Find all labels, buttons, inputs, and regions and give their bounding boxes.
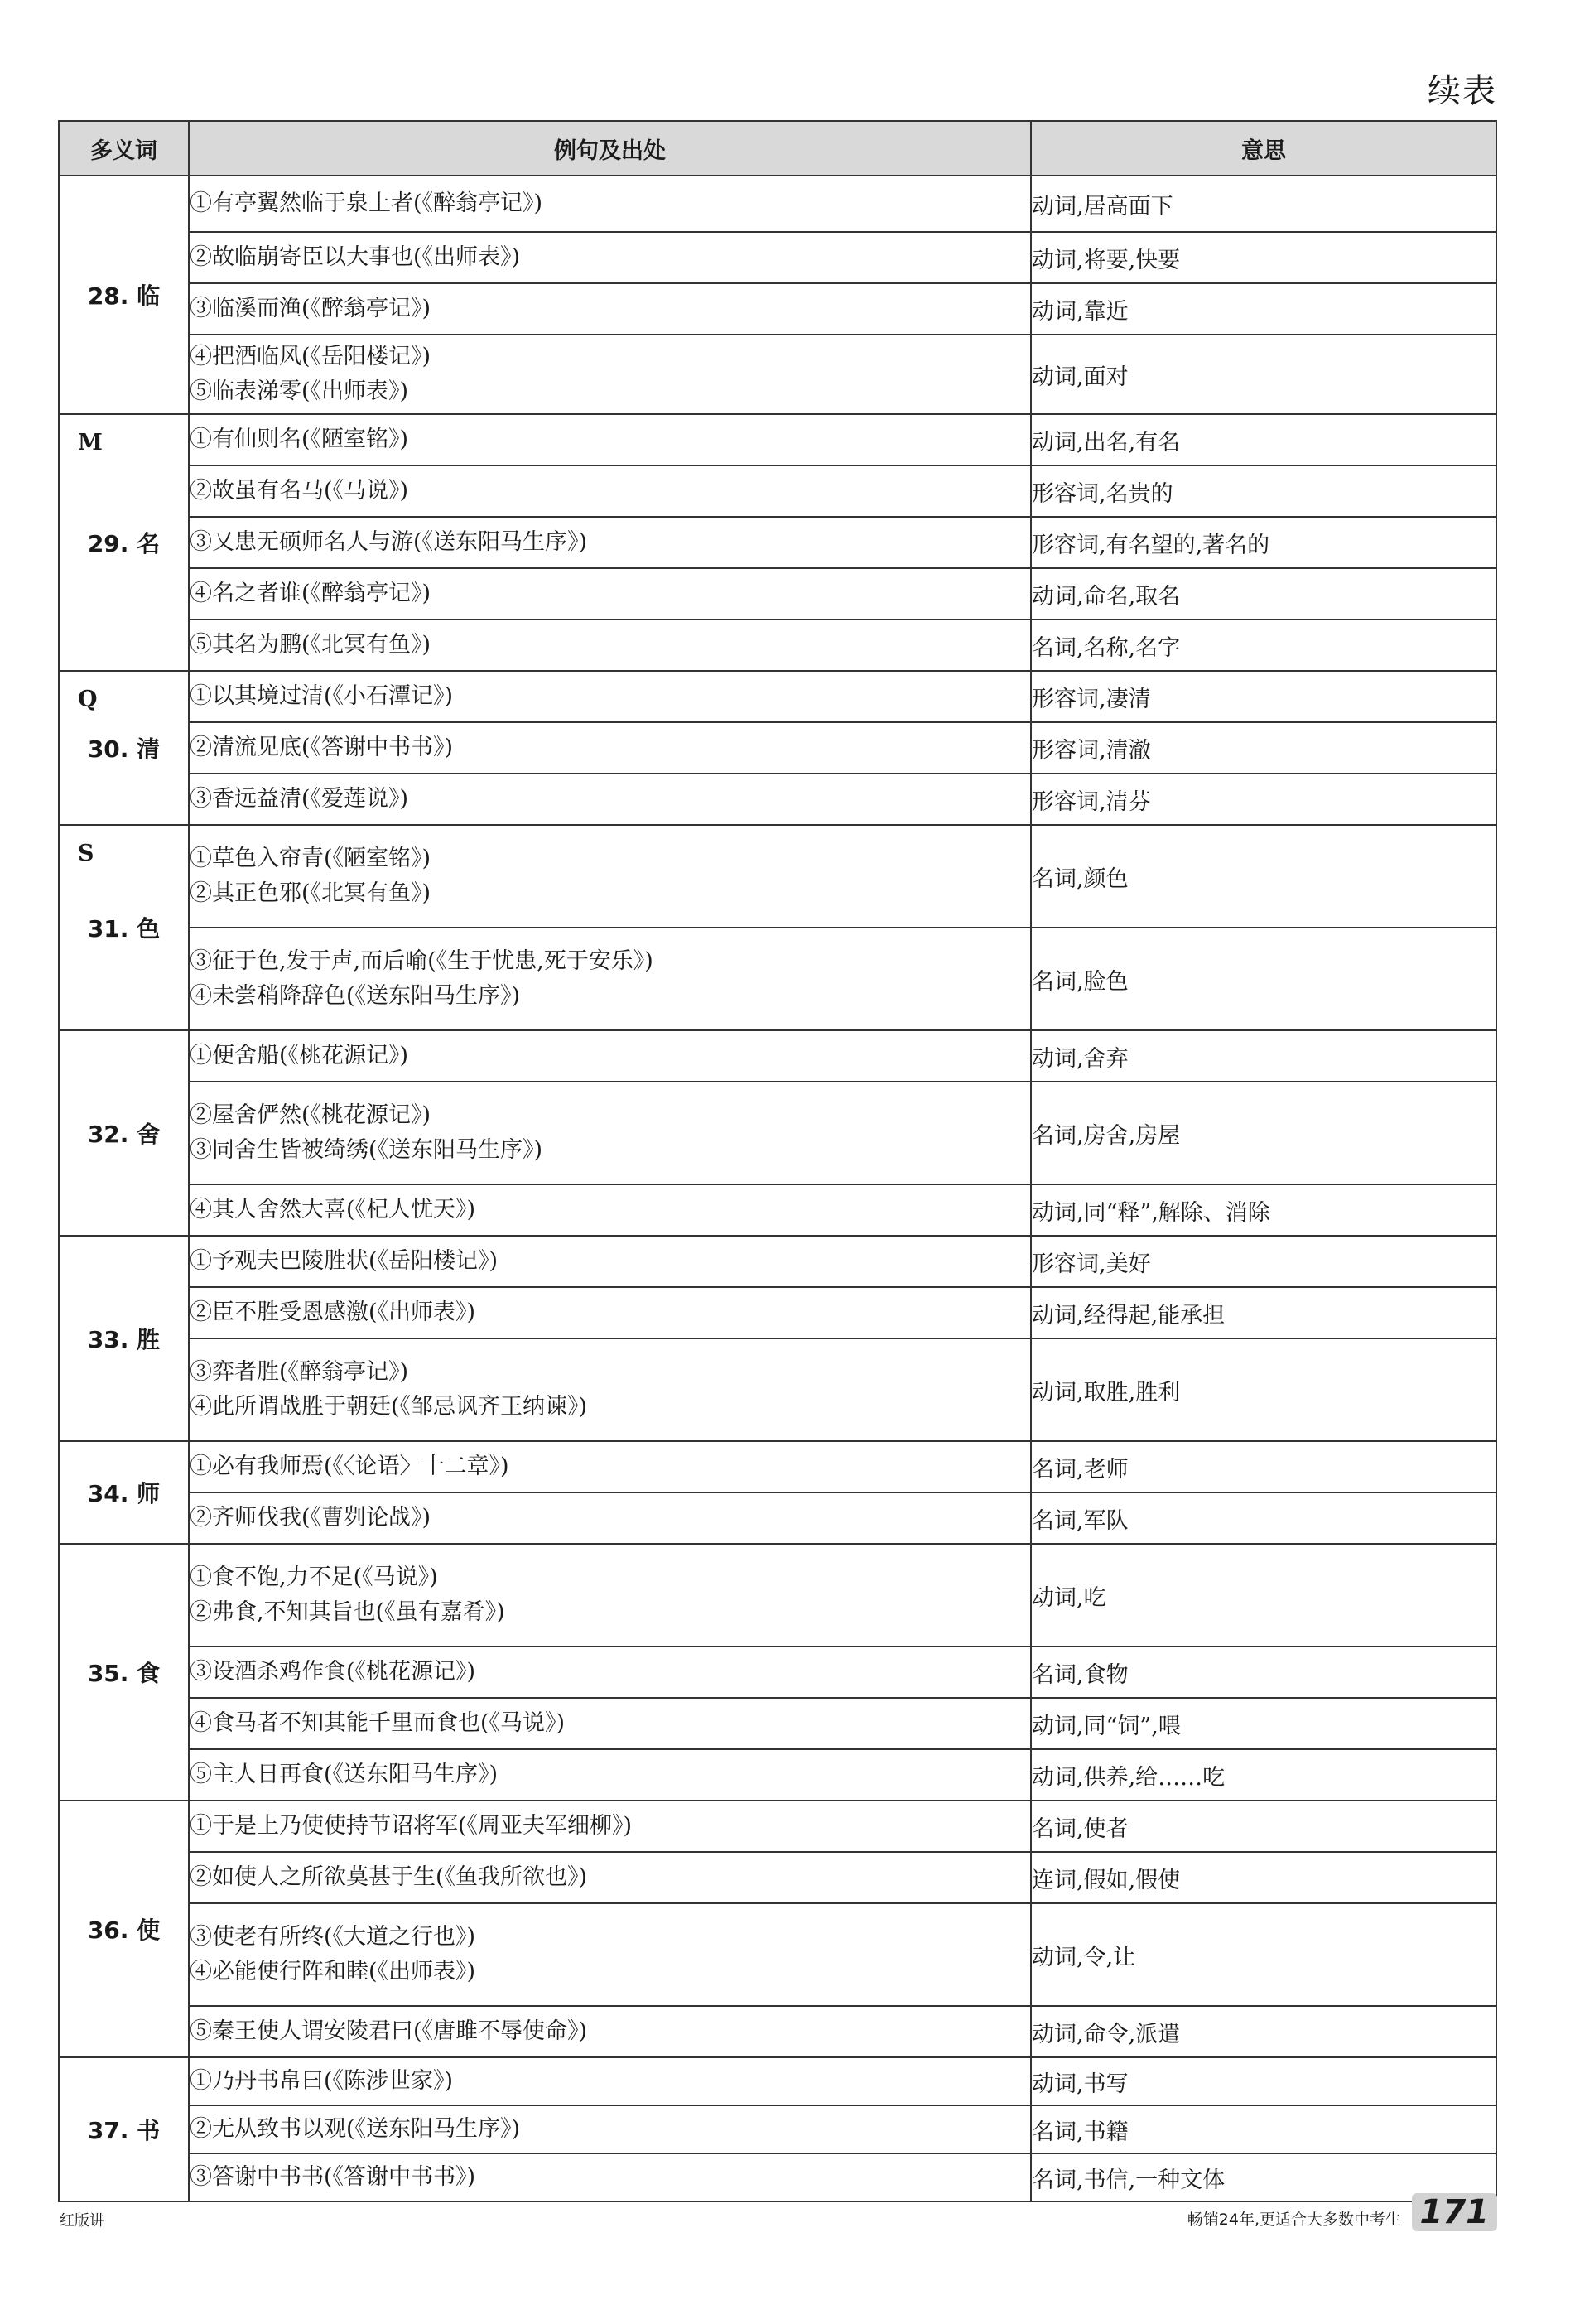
table-row	[59, 1647, 1496, 1698]
example-sentence: ③弈者胜(《醉翁亭记》)	[190, 1359, 409, 1385]
example-sentence: ①乃丹书帛曰(《陈涉世家》)	[190, 2068, 454, 2094]
meaning-cell: 名词,使者	[1031, 1801, 1496, 1852]
example-sentence: ②其正色邪(《北冥有鱼》)	[190, 880, 431, 906]
table-row	[59, 722, 1496, 774]
table-row	[59, 671, 1496, 722]
meaning-cell: 动词,令,让	[1031, 1903, 1496, 2006]
table-row	[59, 568, 1496, 620]
table-row	[59, 1287, 1496, 1338]
word-cell	[59, 1236, 189, 1441]
meaning-cell: 动词,吃	[1031, 1544, 1496, 1647]
example-cell	[189, 1287, 1031, 1338]
meaning-cell: 动词,命名,取名	[1031, 568, 1496, 620]
table-row	[59, 414, 1496, 465]
meaning-cell: 动词,书写	[1031, 2057, 1496, 2105]
example-cell	[189, 335, 1031, 414]
example-cell	[189, 1647, 1031, 1698]
table-row	[59, 825, 1496, 928]
example-sentence: ⑤其名为鹏(《北冥有鱼》)	[190, 632, 431, 658]
example-sentence: ③征于色,发于声,而后喻(《生于忧患,死于安乐》)	[190, 948, 653, 974]
table-row	[59, 1338, 1496, 1441]
table-row	[59, 283, 1496, 335]
table-row	[59, 1441, 1496, 1492]
example-cell	[189, 2105, 1031, 2153]
meaning-cell: 动词,命令,派遣	[1031, 2006, 1496, 2057]
example-sentence: ③同舍生皆被绮绣(《送东阳马生序》)	[190, 1137, 543, 1163]
example-sentence: ③使老有所终(《大道之行也》)	[190, 1924, 476, 1950]
table-row	[59, 1082, 1496, 1184]
example-sentence: ①有亭翼然临于泉上者(《醉翁亭记》)	[190, 190, 543, 216]
meaning-cell: 连词,假如,假使	[1031, 1852, 1496, 1903]
table-row	[59, 1030, 1496, 1082]
example-cell	[189, 1801, 1031, 1852]
meaning-cell: 动词,舍弃	[1031, 1030, 1496, 1082]
meaning-cell: 动词,出名,有名	[1031, 414, 1496, 465]
example-cell	[189, 1030, 1031, 1082]
word-cell	[59, 2057, 189, 2201]
example-sentence: ②臣不胜受恩感激(《出师表》)	[190, 1299, 476, 1325]
example-cell	[189, 1903, 1031, 2006]
example-sentence: ③答谢中书书(《答谢中书书》)	[190, 2164, 476, 2190]
example-cell	[189, 1338, 1031, 1441]
meaning-cell: 名词,老师	[1031, 1441, 1496, 1492]
meaning-cell: 动词,居高面下	[1031, 176, 1496, 232]
example-cell	[189, 1492, 1031, 1544]
header-examples: 例句及出处	[189, 121, 1031, 176]
example-sentence: ①必有我师焉(《〈论语〉十二章》)	[190, 1454, 509, 1479]
example-cell	[189, 722, 1031, 774]
meaning-cell: 名词,名称,名字	[1031, 620, 1496, 671]
table-row	[59, 465, 1496, 517]
meaning-cell: 形容词,名贵的	[1031, 465, 1496, 517]
table-row	[59, 774, 1496, 825]
table-row	[59, 1184, 1496, 1236]
meaning-cell: 名词,书信,一种文体	[1031, 2153, 1496, 2201]
table-row	[59, 1236, 1496, 1287]
example-sentence: ④此所谓战胜于朝廷(《邹忌讽齐王纳谏》)	[190, 1394, 588, 1420]
example-cell	[189, 1184, 1031, 1236]
word-cell	[59, 176, 189, 414]
meaning-cell: 形容词,清芬	[1031, 774, 1496, 825]
meaning-cell: 动词,取胜,胜利	[1031, 1338, 1496, 1441]
example-cell	[189, 465, 1031, 517]
example-sentence: ②清流见底(《答谢中书书》)	[190, 735, 454, 760]
example-sentence: ②弗食,不知其旨也(《虽有嘉肴》)	[190, 1599, 505, 1625]
table-row	[59, 2057, 1496, 2105]
example-sentence: ③临溪而渔(《醉翁亭记》)	[190, 296, 431, 321]
example-cell	[189, 517, 1031, 568]
table-row	[59, 928, 1496, 1030]
example-sentence: ②屋舍俨然(《桃花源记》)	[190, 1102, 431, 1128]
table-row	[59, 2006, 1496, 2057]
polysemous-word: 36. 使	[87, 1917, 161, 1944]
pinyin-initial-letter: Q	[78, 687, 98, 712]
example-cell	[189, 1749, 1031, 1801]
footer-slogan: 畅销24年,更适合大多数中考生	[1187, 2211, 1401, 2229]
table-row	[59, 1492, 1496, 1544]
example-sentence: ①有仙则名(《陋室铭》)	[190, 427, 409, 452]
page-number: 171	[1412, 2193, 1498, 2231]
example-cell	[189, 176, 1031, 232]
table-row	[59, 2153, 1496, 2201]
table-row	[59, 176, 1496, 232]
polysemous-word: 29. 名	[87, 530, 161, 557]
word-cell	[59, 1801, 189, 2057]
example-sentence: ①便舍船(《桃花源记》)	[190, 1043, 409, 1068]
table-row	[59, 620, 1496, 671]
example-sentence: ④必能使行阵和睦(《出师表》)	[190, 1959, 476, 1984]
meaning-cell: 动词,面对	[1031, 335, 1496, 414]
polysemous-word: 33. 胜	[87, 1326, 161, 1353]
example-sentence: ①食不饱,力不足(《马说》)	[190, 1565, 438, 1590]
meaning-cell: 形容词,凄清	[1031, 671, 1496, 722]
polysemous-word: 32. 舍	[87, 1121, 161, 1148]
example-cell	[189, 1852, 1031, 1903]
example-sentence: ④名之者谁(《醉翁亭记》)	[190, 581, 431, 606]
meaning-cell: 名词,军队	[1031, 1492, 1496, 1544]
example-sentence: ④其人舍然大喜(《杞人忧天》)	[190, 1197, 476, 1222]
polysemous-word: 28. 临	[87, 282, 161, 310]
example-cell	[189, 671, 1031, 722]
table-row	[59, 1698, 1496, 1749]
example-sentence: ④把酒临风(《岳阳楼记》)	[190, 344, 431, 369]
table-row	[59, 232, 1496, 283]
meaning-cell: 形容词,美好	[1031, 1236, 1496, 1287]
example-sentence: ②齐师伐我(《曹刿论战》)	[190, 1505, 431, 1531]
example-sentence: ②故临崩寄臣以大事也(《出师表》)	[190, 244, 521, 270]
example-cell	[189, 825, 1031, 928]
polysemous-word: 34. 师	[87, 1480, 161, 1507]
pinyin-initial-letter: M	[78, 430, 103, 456]
example-cell	[189, 1544, 1031, 1647]
example-cell	[189, 1441, 1031, 1492]
word-cell	[59, 1544, 189, 1801]
continued-table-label: 续表	[1428, 72, 1497, 110]
word-cell	[59, 671, 189, 825]
example-sentence: ①予观夫巴陵胜状(《岳阳楼记》)	[190, 1248, 499, 1274]
pinyin-initial-letter: S	[78, 841, 94, 866]
table-header-row	[59, 121, 1496, 176]
example-sentence: ④未尝稍降辞色(《送东阳马生序》)	[190, 983, 521, 1009]
example-cell	[189, 232, 1031, 283]
example-sentence: ④食马者不知其能千里而食也(《马说》)	[190, 1710, 566, 1736]
polysemous-word: 30. 清	[87, 735, 161, 763]
example-cell	[189, 2006, 1031, 2057]
header-meaning: 意思	[1031, 121, 1496, 176]
table-row	[59, 1903, 1496, 2006]
polysemous-word: 31. 色	[87, 915, 161, 943]
example-sentence: ③设酒杀鸡作食(《桃花源记》)	[190, 1659, 476, 1685]
example-cell	[189, 774, 1031, 825]
example-sentence: ①草色入帘青(《陋室铭》)	[190, 846, 431, 871]
example-sentence: ②无从致书以观(《送东阳马生序》)	[190, 2116, 521, 2142]
meaning-cell: 形容词,清澈	[1031, 722, 1496, 774]
example-sentence: ⑤秦王使人谓安陵君曰(《唐雎不辱使命》)	[190, 2018, 588, 2044]
example-sentence: ③又患无硕师名人与游(《送东阳马生序》)	[190, 529, 588, 555]
meaning-cell: 动词,同“释”,解除、消除	[1031, 1184, 1496, 1236]
example-cell	[189, 1236, 1031, 1287]
series-name: 红版讲	[60, 2212, 104, 2230]
example-cell	[189, 568, 1031, 620]
word-cell	[59, 825, 189, 1030]
example-cell	[189, 283, 1031, 335]
table-row	[59, 335, 1496, 414]
meaning-cell: 动词,将要,快要	[1031, 232, 1496, 283]
example-cell	[189, 2153, 1031, 2201]
meaning-cell: 名词,颜色	[1031, 825, 1496, 928]
meaning-cell: 动词,经得起,能承担	[1031, 1287, 1496, 1338]
meaning-cell: 名词,书籍	[1031, 2105, 1496, 2153]
word-cell	[59, 1030, 189, 1236]
meaning-cell: 动词,靠近	[1031, 283, 1496, 335]
meaning-cell: 名词,脸色	[1031, 928, 1496, 1030]
table-row	[59, 1544, 1496, 1647]
polysemy-table	[58, 120, 1497, 2202]
example-cell	[189, 1082, 1031, 1184]
example-sentence: ②如使人之所欲莫甚于生(《鱼我所欲也》)	[190, 1864, 588, 1890]
word-cell	[59, 1441, 189, 1544]
table-row	[59, 2105, 1496, 2153]
example-cell	[189, 414, 1031, 465]
example-cell	[189, 2057, 1031, 2105]
meaning-cell: 动词,供养,给……吃	[1031, 1749, 1496, 1801]
header-word: 多义词	[59, 121, 189, 176]
example-sentence: ⑤主人日再食(《送东阳马生序》)	[190, 1762, 499, 1787]
meaning-cell: 名词,食物	[1031, 1647, 1496, 1698]
example-cell	[189, 1698, 1031, 1749]
table-row	[59, 517, 1496, 568]
example-sentence: ③香远益清(《爱莲说》)	[190, 786, 409, 812]
polysemous-word: 35. 食	[87, 1660, 161, 1687]
meaning-cell: 动词,同“饲”,喂	[1031, 1698, 1496, 1749]
meaning-cell: 名词,房舍,房屋	[1031, 1082, 1496, 1184]
polysemous-word: 37. 书	[87, 2117, 161, 2144]
word-cell	[59, 414, 189, 671]
example-sentence: ⑤临表涕零(《出师表》)	[190, 378, 409, 404]
example-cell	[189, 928, 1031, 1030]
meaning-cell: 形容词,有名望的,著名的	[1031, 517, 1496, 568]
table-row	[59, 1852, 1496, 1903]
table-row	[59, 1801, 1496, 1852]
example-cell	[189, 620, 1031, 671]
example-sentence: ①以其境过清(《小石潭记》)	[190, 683, 454, 709]
example-sentence: ②故虽有名马(《马说》)	[190, 478, 409, 504]
table-row	[59, 1749, 1496, 1801]
example-sentence: ①于是上乃使使持节诏将军(《周亚夫军细柳》)	[190, 1813, 633, 1839]
